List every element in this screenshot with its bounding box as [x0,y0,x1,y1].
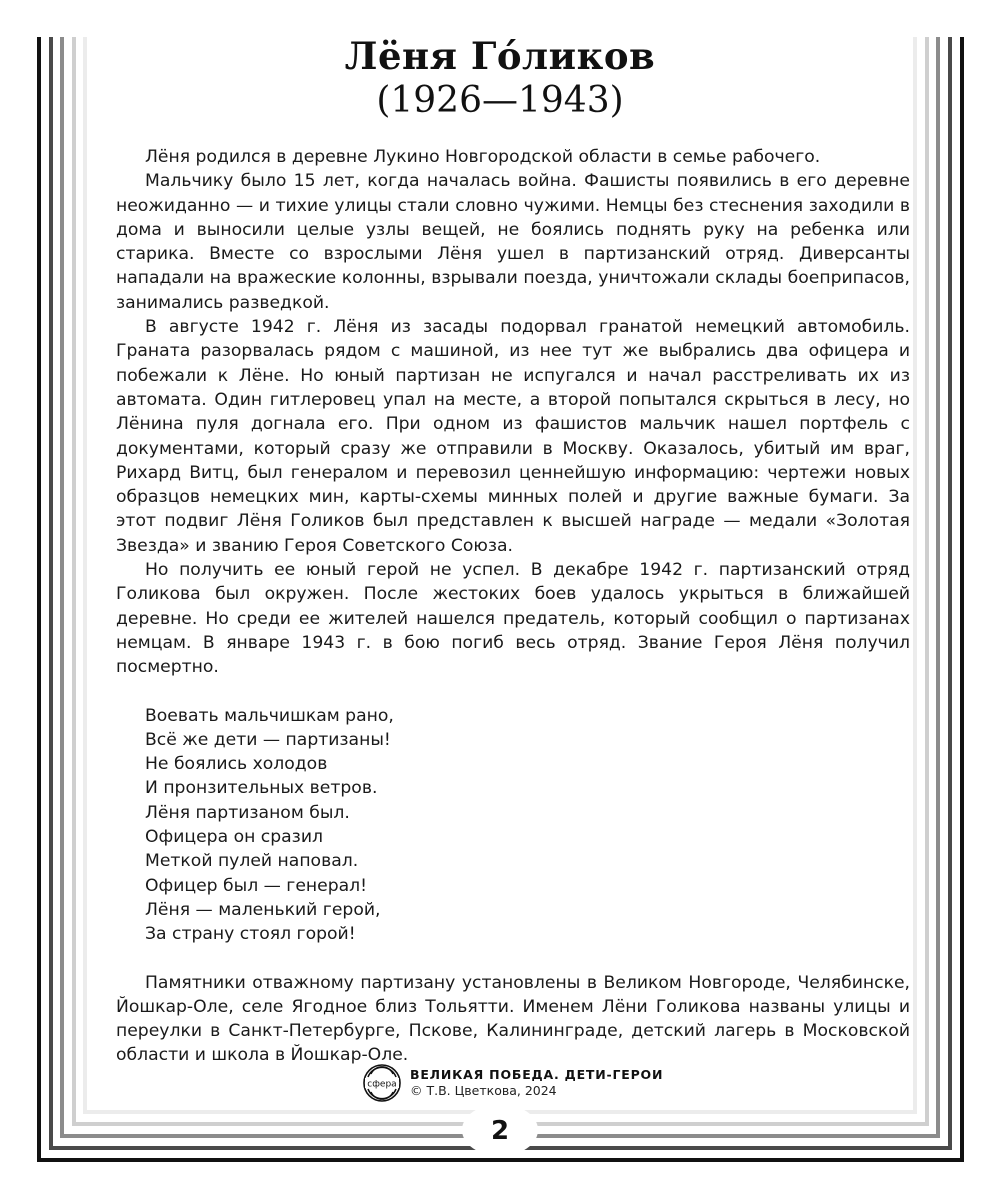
copyright: © Т.В. Цветкова, 2024 [410,1083,557,1098]
frame-left-line-4 [72,37,76,1126]
poem-line: Лёня партизаном был. [145,802,350,823]
paragraph-memorials: Памятники отважному партизану установлены в Великом Новгороде, Челябинске, Йошкар-Оле, селе Ягодное близ Тольятти. Именем Лёни Голикова названы улицы и переулки в Санкт-Петербурге, Пскове, Калининграде, детский лагерь в Московской области и школа в Йошкар-Оле. [116,972,910,1066]
paragraph-birth: Лёня родился в деревне Лукино Новгородской области в семье рабочего. [145,147,821,167]
paragraph-war-start: Мальчику было 15 лет, когда началась война. Фашисты появились в его деревне неожиданно — и тихие улицы стали словно чужими. Немцы без стеснения заходили в дома и выносили целые узлы вещей, не боялись поднять руку на ребенка или старика. Вместе со взрослыми Лёня ушел в партизанский отряд. Диверсанты нападали на вражеские колонны, взрывали поезда, уничтожали склады боеприпасов, занимались разведкой. [116,171,910,313]
poem [145,704,910,947]
svg-text:сфера: сфера [367,1079,397,1090]
sfera-logo-icon [362,1063,402,1103]
page-number: 2 [490,1116,510,1146]
paragraph-feat: В августе 1942 г. Лёня из засады подорвал гранатой немецкий автомобиль. Граната разорвалась рядом с машиной, из нее тут же выбрались два офицера и побежали к Лёне. Но юный партизан не испугался и начал расстреливать их из автомата. Один гитлеровец упал на месте, а второй попытался скрыться в лесу, но Лёнина пуля догнала его. При одном из фашистов мальчик нашел портфель с документами, который сразу же отправили в Москву. Оказалось, убитый им враг, Рихард Витц, был генералом и перевозил ценнейшую информацию: чертежи новых образцов немецких мин, карты-схемы минных полей и другие важные бумаги. За этот подвиг Лёня Голиков был представлен к высшей награде — медали «Золотая Звезда» и званию Героя Советского Союза. [116,317,910,556]
frame-left-line-1 [37,37,41,1162]
frame-right-line-2 [948,37,952,1150]
poem-line: За страну стоял горой! [145,924,356,945]
poem-line: Всё же дети — партизаны! [145,729,391,750]
frame-left-line-3 [60,37,64,1138]
frame-left-line-2 [49,37,53,1150]
frame-right-line-1 [960,37,964,1162]
frame-left-line-5 [83,37,87,1114]
paragraph-death: Но получить ее юный герой не успел. В декабре 1942 г. партизанский отряд Голикова был окружен. После жестоких боев удалось укрыться в ближайшей деревне. Но среди ее жителей нашелся предатель, который сообщил о партизанах немцам. В январе 1943 г. в бою погиб весь отряд. Звание Героя Лёня получил посмертно. [116,560,910,678]
publisher-footer [362,1063,663,1103]
poem-line: И пронзительных ветров. [145,778,378,799]
poem-line: Меткой пулей наповал. [145,851,359,872]
series-title: ВЕЛИКАЯ ПОБЕДА. ДЕТИ-ГЕРОИ [410,1067,664,1082]
poem-line: Не боялись холодов [145,754,328,775]
frame-bottom-line-1 [37,1158,964,1162]
page-title: Лёня Го́ликов [344,34,656,78]
life-years: (1926—1943) [376,80,624,121]
article-body [116,145,910,1068]
poem-line: Лёня — маленький герой, [145,899,381,920]
frame-right-line-4 [925,37,929,1126]
poem-line: Офицер был — генерал! [145,875,368,896]
poem-line: Воевать мальчишкам рано, [145,705,394,726]
poem-line: Офицера он сразил [145,827,323,848]
frame-right-line-5 [913,37,917,1114]
frame-right-line-3 [936,37,940,1138]
